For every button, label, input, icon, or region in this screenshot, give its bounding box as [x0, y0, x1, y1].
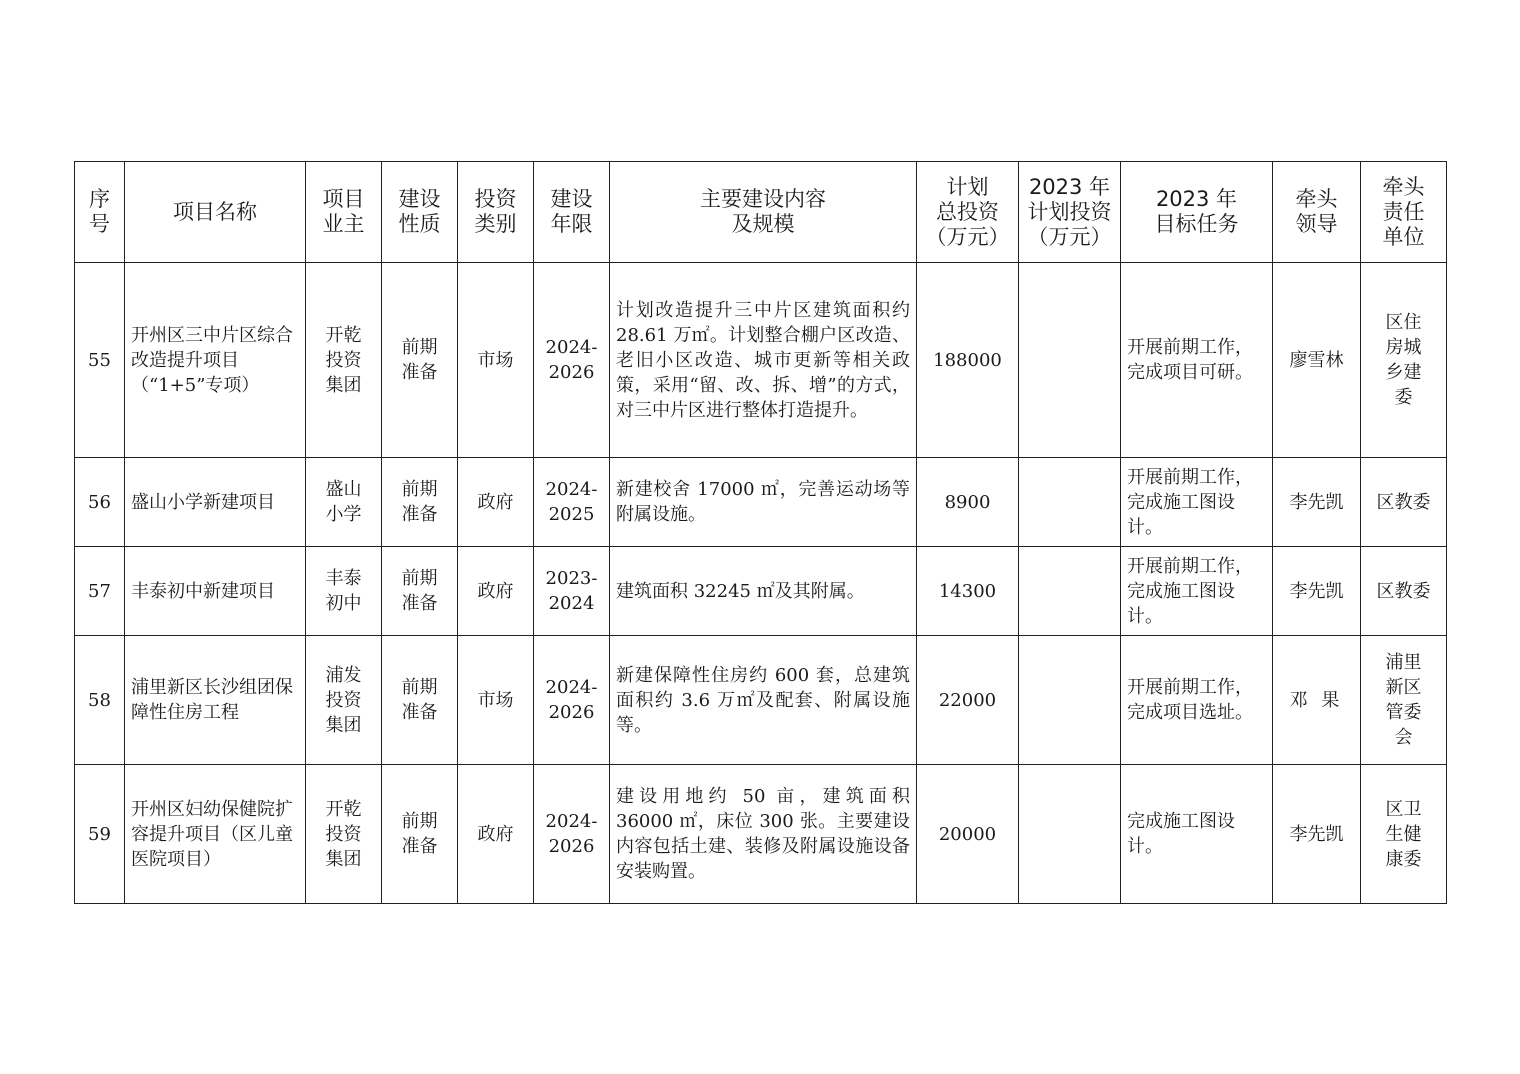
header-leader-label: 牵头 领导	[1295, 187, 1338, 236]
cell-plan2023	[1019, 263, 1121, 458]
cell-content: 建设用地约 50 亩，建筑面积 36000 ㎡，床位 300 张。主要建设内容包括土建、装修及附属设施设备安装购置。	[610, 765, 917, 904]
cell-invest-type: 市场	[458, 636, 534, 765]
cell-owner: 浦发 投资 集团	[306, 636, 382, 765]
cell-unit: 区教委	[1361, 458, 1447, 547]
header-seq	[75, 162, 125, 263]
header-unit-label: 牵头 责任 单位	[1382, 174, 1425, 249]
cell-nature: 前期 准备	[382, 547, 458, 636]
header-nature	[382, 162, 458, 263]
header-target-label: 2023 年 目标任务	[1154, 187, 1239, 236]
cell-content: 计划改造提升三中片区建筑面积约 28.61 万㎡。计划整合棚户区改造、老旧小区改造、城市更新等相关政策，采用“留、改、拆、增”的方式，对三中片区进行整体打造提升。	[610, 263, 917, 458]
header-target	[1121, 162, 1273, 263]
cell-plan2023	[1019, 458, 1121, 547]
cell-content: 建筑面积 32245 ㎡及其附属。	[610, 547, 917, 636]
cell-content: 新建校舍 17000 ㎡，完善运动场等附属设施。	[610, 458, 917, 547]
cell-project-name: 盛山小学新建项目	[125, 458, 306, 547]
cell-leader: 李先凯	[1273, 765, 1361, 904]
header-owner-label: 项目 业主	[322, 187, 365, 236]
cell-leader: 李先凯	[1273, 458, 1361, 547]
cell-target: 开展前期工作，完成项目可研。	[1121, 263, 1273, 458]
header-owner	[306, 162, 382, 263]
cell-period: 2024- 2025	[534, 458, 610, 547]
cell-unit: 区卫 生健 康委	[1361, 765, 1447, 904]
cell-seq: 59	[75, 765, 125, 904]
cell-seq: 56	[75, 458, 125, 547]
cell-nature: 前期 准备	[382, 765, 458, 904]
cell-content: 新建保障性住房约 600 套，总建筑面积约 3.6 万㎡及配套、附属设施等。	[610, 636, 917, 765]
cell-target: 开展前期工作，完成施工图设计。	[1121, 458, 1273, 547]
cell-total: 8900	[917, 458, 1019, 547]
cell-target: 开展前期工作，完成施工图设计。	[1121, 547, 1273, 636]
cell-nature: 前期 准备	[382, 458, 458, 547]
cell-owner: 丰泰 初中	[306, 547, 382, 636]
cell-invest-type: 政府	[458, 765, 534, 904]
cell-seq: 58	[75, 636, 125, 765]
cell-owner: 开乾 投资 集团	[306, 263, 382, 458]
header-period-label: 建设 年限	[550, 187, 593, 236]
cell-project-name: 浦里新区长沙组团保障性住房工程	[125, 636, 306, 765]
header-unit	[1361, 162, 1447, 263]
cell-leader: 李先凯	[1273, 547, 1361, 636]
header-plan2023-label: 2023 年 计划投资 （万元）	[1027, 174, 1112, 249]
cell-invest-type: 政府	[458, 547, 534, 636]
cell-invest-type: 政府	[458, 458, 534, 547]
cell-total: 188000	[917, 263, 1019, 458]
header-invest-type	[458, 162, 534, 263]
cell-period: 2024- 2026	[534, 636, 610, 765]
table-row	[75, 765, 1447, 904]
cell-invest-type: 市场	[458, 263, 534, 458]
cell-owner: 开乾 投资 集团	[306, 765, 382, 904]
cell-total: 20000	[917, 765, 1019, 904]
header-name	[125, 162, 306, 263]
cell-target: 开展前期工作，完成项目选址。	[1121, 636, 1273, 765]
cell-leader: 廖雪林	[1273, 263, 1361, 458]
cell-seq: 57	[75, 547, 125, 636]
header-seq-label: 序 号	[89, 187, 110, 236]
header-name-label: 项目名称	[173, 199, 257, 224]
cell-project-name: 开州区妇幼保健院扩容提升项目（区儿童医院项目）	[125, 765, 306, 904]
header-plan2023	[1019, 162, 1121, 263]
header-content	[610, 162, 917, 263]
cell-seq: 55	[75, 263, 125, 458]
table-row	[75, 636, 1447, 765]
header-leader	[1273, 162, 1361, 263]
cell-nature: 前期 准备	[382, 636, 458, 765]
cell-owner: 盛山 小学	[306, 458, 382, 547]
header-nature-label: 建设 性质	[398, 187, 441, 236]
cell-period: 2024- 2026	[534, 765, 610, 904]
cell-unit: 浦里 新区 管委 会	[1361, 636, 1447, 765]
table-row	[75, 458, 1447, 547]
header-invest-type-label: 投资 类别	[474, 187, 517, 236]
cell-total: 14300	[917, 547, 1019, 636]
cell-unit: 区教委	[1361, 547, 1447, 636]
cell-total: 22000	[917, 636, 1019, 765]
table-row	[75, 547, 1447, 636]
cell-plan2023	[1019, 636, 1121, 765]
cell-period: 2023- 2024	[534, 547, 610, 636]
table-row	[75, 263, 1447, 458]
cell-leader: 邓 果	[1273, 636, 1361, 765]
table-header-row	[75, 162, 1447, 263]
project-table	[74, 161, 1447, 904]
cell-project-name: 丰泰初中新建项目	[125, 547, 306, 636]
header-total	[917, 162, 1019, 263]
cell-target: 完成施工图设计。	[1121, 765, 1273, 904]
cell-plan2023	[1019, 765, 1121, 904]
cell-period: 2024- 2026	[534, 263, 610, 458]
header-period	[534, 162, 610, 263]
cell-nature: 前期 准备	[382, 263, 458, 458]
cell-plan2023	[1019, 547, 1121, 636]
header-total-label: 计划 总投资 （万元）	[925, 174, 1010, 249]
cell-project-name: 开州区三中片区综合改造提升项目（“1+5”专项）	[125, 263, 306, 458]
header-content-label: 主要建设内容 及规模	[700, 187, 826, 236]
cell-unit: 区住 房城 乡建 委	[1361, 263, 1447, 458]
